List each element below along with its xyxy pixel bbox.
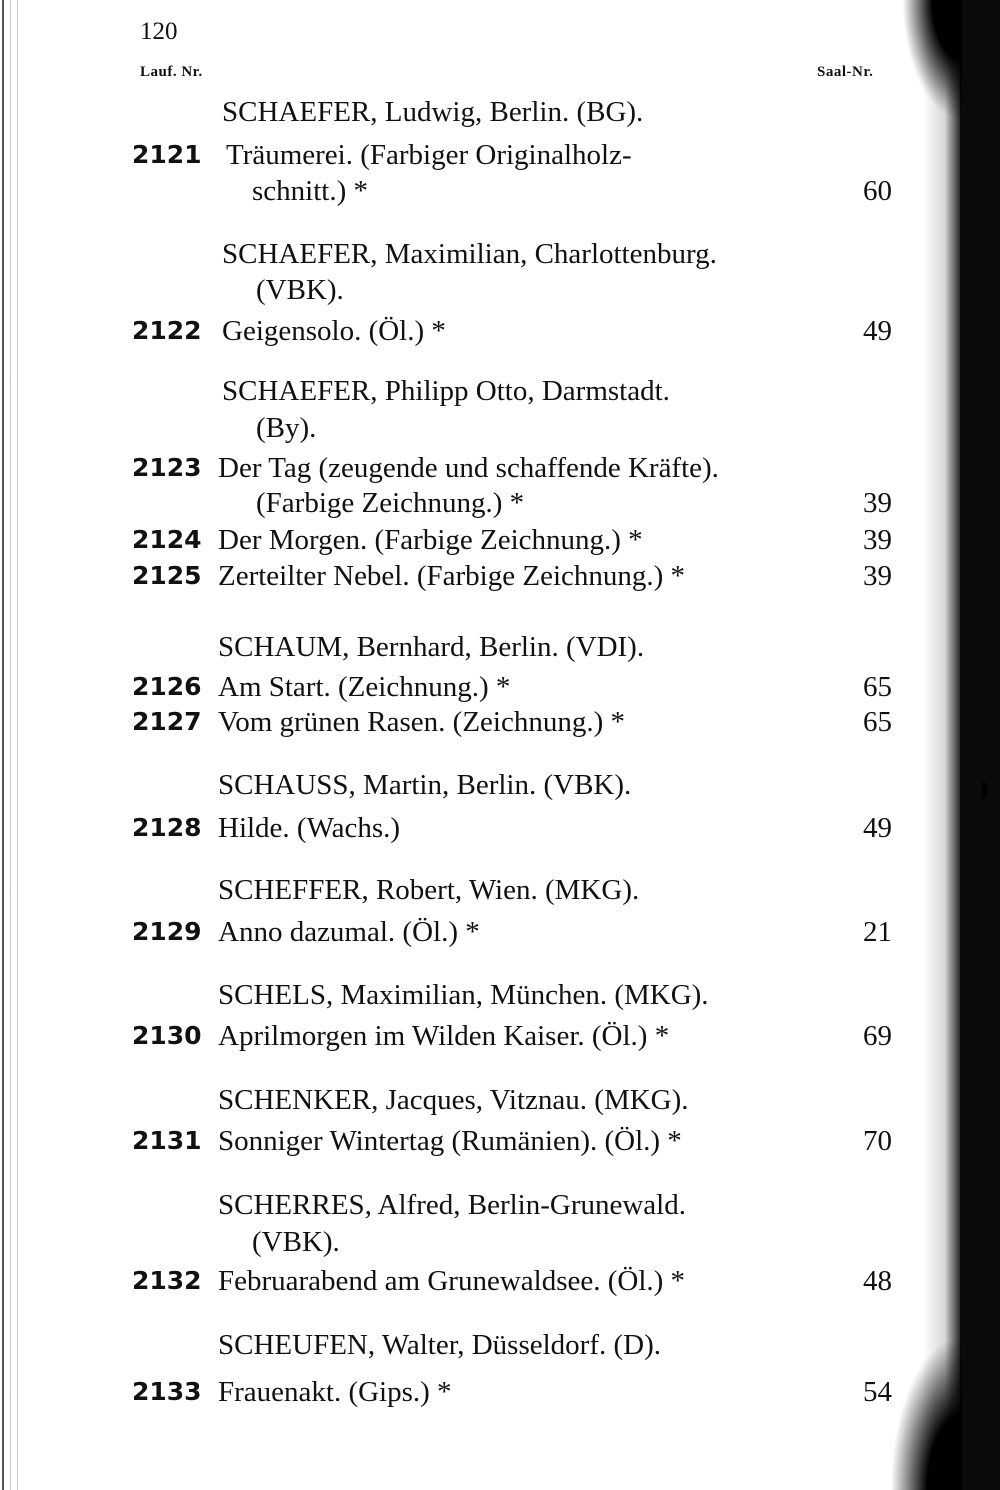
entry-text: SCHAEFER, Ludwig, Berlin. (BG). (222, 96, 644, 128)
entry-number: 2132 (132, 1266, 202, 1295)
catalog-line-artist (0, 870, 1000, 910)
column-header-lauf-nr: Lauf. Nr. (140, 64, 203, 80)
entry-text: SCHENKER, Jacques, Vitznau. (MKG). (218, 1084, 689, 1116)
entry-text: (VBK). (252, 1226, 340, 1258)
room-number: 39 (863, 487, 892, 519)
entry-text: Frauenakt. (Gips.) * (218, 1376, 452, 1408)
entry-text: Anno dazumal. (Öl.) * (218, 916, 480, 948)
room-number: 39 (863, 524, 892, 556)
catalog-line-entry (0, 448, 1000, 488)
entry-number: 2125 (132, 561, 202, 590)
entry-number: 2128 (132, 813, 202, 842)
entry-text: Februarabend am Grunewaldsee. (Öl.) * (218, 1265, 686, 1297)
catalog-line-artist (0, 234, 1000, 274)
catalog-line-artist (0, 371, 1000, 411)
catalog-line-entry (0, 1016, 1000, 1056)
room-number: 48 (863, 1265, 892, 1297)
catalog-line-entry (0, 556, 1000, 596)
room-number: 21 (863, 916, 892, 948)
catalog-line-entry (0, 667, 1000, 707)
catalog-line-entry (0, 912, 1000, 952)
entry-text: (By). (256, 412, 317, 444)
entry-text: Hilde. (Wachs.) (218, 812, 401, 844)
catalog-line-continuation (0, 1222, 1000, 1262)
entry-text: SCHEUFEN, Walter, Düsseldorf. (D). (218, 1329, 662, 1361)
catalog-line-artist (0, 627, 1000, 667)
room-number: 65 (863, 706, 892, 738)
catalog-line-entry (0, 1372, 1000, 1412)
room-number: 49 (863, 812, 892, 844)
entry-text: schnitt.) * (252, 175, 368, 207)
catalog-line-continuation (0, 408, 1000, 448)
catalog-line-artist (0, 1185, 1000, 1225)
entry-number: 2130 (132, 1021, 202, 1050)
catalog-line-entry (0, 1121, 1000, 1161)
entry-number: 2133 (132, 1377, 202, 1406)
room-number: 54 (863, 1376, 892, 1408)
room-number: 39 (863, 560, 892, 592)
catalog-line-artist (0, 975, 1000, 1015)
entry-number: 2122 (132, 316, 202, 345)
entry-text: Am Start. (Zeichnung.) * (218, 671, 511, 703)
entry-text: Geigensolo. (Öl.) * (222, 315, 446, 347)
room-number: 65 (863, 671, 892, 703)
room-number: 70 (863, 1125, 892, 1157)
entry-text: SCHAEFER, Philipp Otto, Darmstadt. (222, 375, 670, 407)
catalog-line-artist (0, 1325, 1000, 1365)
room-number: 49 (863, 315, 892, 347)
entry-number: 2127 (132, 707, 202, 736)
entry-number: 2131 (132, 1126, 202, 1155)
catalog-line-entry (0, 808, 1000, 848)
entry-text: SCHERRES, Alfred, Berlin-Grunewald. (218, 1189, 686, 1221)
entry-text: SCHAEFER, Maximilian, Charlottenburg. (222, 238, 717, 270)
entry-text: Sonniger Wintertag (Rumänien). (Öl.) * (218, 1125, 682, 1157)
entry-number: 2121 (132, 140, 202, 169)
entry-number: 2124 (132, 525, 202, 554)
entry-text: Vom grünen Rasen. (Zeichnung.) * (218, 706, 625, 738)
catalog-line-entry (0, 135, 1000, 175)
entry-text: Aprilmorgen im Wilden Kaiser. (Öl.) * (218, 1020, 670, 1052)
entry-text: (VBK). (256, 274, 344, 306)
entry-text: Träumerei. (Farbiger Originalholz- (226, 139, 632, 171)
entry-text: SCHELS, Maximilian, München. (MKG). (218, 979, 709, 1011)
entry-text: Der Morgen. (Farbige Zeichnung.) * (218, 524, 643, 556)
page-number: 120 (140, 18, 178, 45)
entry-number: 2129 (132, 917, 202, 946)
entry-text: Der Tag (zeugende und schaffende Kräfte). (218, 452, 719, 484)
catalog-line-artist (0, 765, 1000, 805)
entry-text: SCHAUM, Bernhard, Berlin. (VDI). (218, 631, 645, 663)
catalog-line-artist (0, 92, 1000, 132)
entry-number: 2126 (132, 672, 202, 701)
catalog-line-entry (0, 520, 1000, 560)
catalog-line-artist (0, 1080, 1000, 1120)
catalog-line-entry (0, 311, 1000, 351)
catalog-line-entry (0, 1261, 1000, 1301)
entry-number: 2123 (132, 453, 202, 482)
room-number: 69 (863, 1020, 892, 1052)
catalog-line-entry (0, 702, 1000, 742)
catalog-line-continuation (0, 483, 1000, 523)
room-number: 60 (863, 175, 892, 207)
catalog-line-continuation (0, 270, 1000, 310)
entry-text: SCHAUSS, Martin, Berlin. (VBK). (218, 769, 632, 801)
catalog-line-continuation (0, 171, 1000, 211)
entry-text: Zerteilter Nebel. (Farbige Zeichnung.) * (218, 560, 686, 592)
entry-text: (Farbige Zeichnung.) * (256, 487, 525, 519)
column-header-saal-nr: Saal-Nr. (817, 64, 874, 80)
entry-text: SCHEFFER, Robert, Wien. (MKG). (218, 874, 640, 906)
